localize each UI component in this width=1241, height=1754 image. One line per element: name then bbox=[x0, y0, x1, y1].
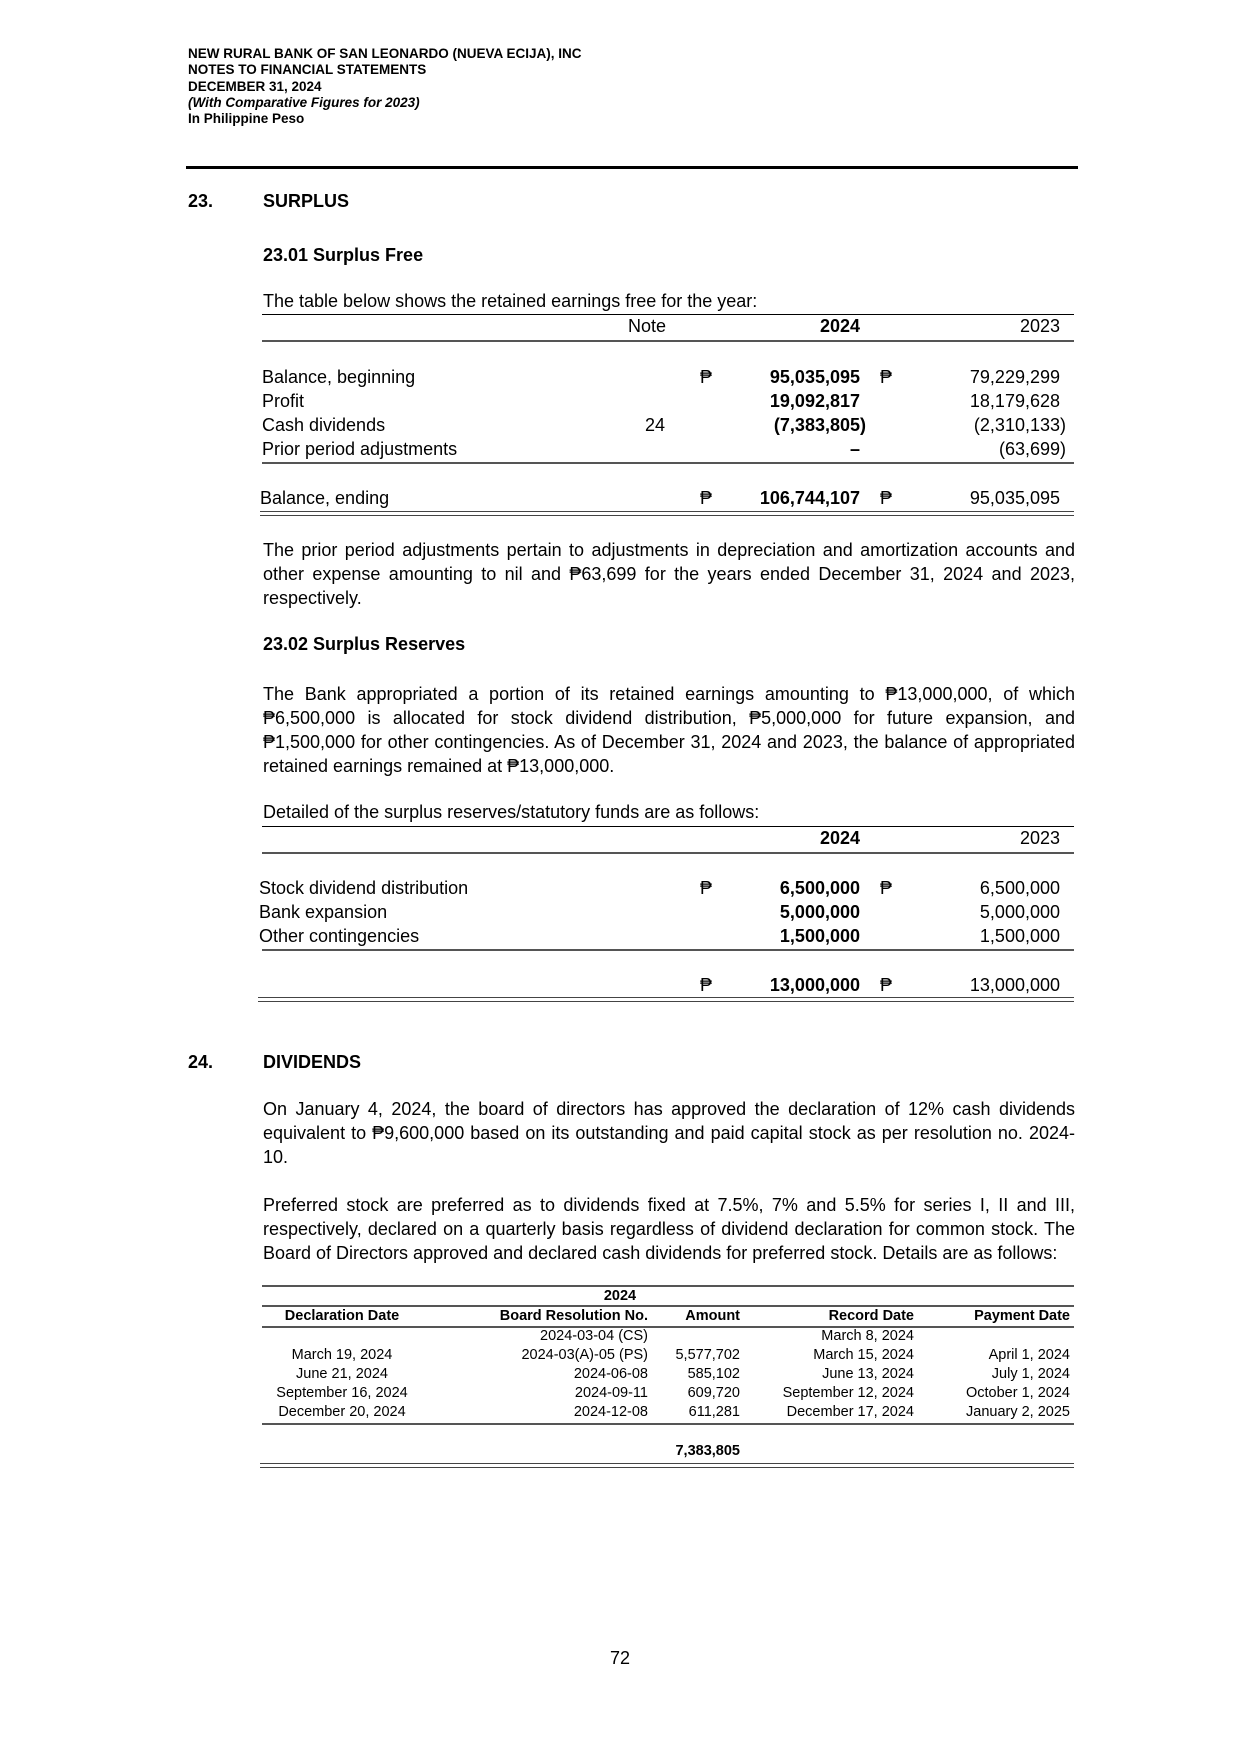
value-2023: (63,699) bbox=[998, 439, 1066, 459]
statement-date: DECEMBER 31, 2024 bbox=[188, 78, 322, 94]
amount: 5,577,702 bbox=[675, 1347, 740, 1363]
page-number: 72 bbox=[609, 1648, 631, 1668]
total-double-rule bbox=[258, 997, 1074, 1002]
peso-symbol: ₱ bbox=[700, 975, 713, 995]
total-label: Balance, ending bbox=[260, 488, 390, 508]
col-header-2024: 2024 bbox=[819, 316, 860, 336]
row-label: Profit bbox=[262, 391, 305, 411]
peso-symbol: ₱ bbox=[880, 367, 893, 387]
rows-bottom-rule bbox=[262, 1423, 1074, 1425]
declaration-date: March 19, 2024 bbox=[291, 1347, 393, 1363]
record-date: September 12, 2024 bbox=[782, 1385, 914, 1401]
col-header-2024: 2024 bbox=[819, 828, 860, 848]
comparative-note: (With Comparative Figures for 2023) bbox=[188, 94, 420, 110]
row-label: Prior period adjustments bbox=[262, 439, 458, 459]
prior-period-note: The prior period adjustments pertain to adjustments in depreciation and amortization accounts and other expense amounting to nil and ₱63,699 for the years ended December 31, 2024 and 2023, respectively. bbox=[263, 540, 1075, 608]
record-date: March 15, 2024 bbox=[813, 1347, 914, 1363]
header-divider bbox=[186, 166, 1078, 169]
company-name: NEW RURAL BANK OF SAN LEONARDO (NUEVA ECIJA), INC bbox=[188, 46, 582, 61]
row-label: Other contingencies bbox=[259, 926, 420, 946]
col-header-note: Note bbox=[628, 316, 667, 336]
value-2023: 79,229,299 bbox=[969, 367, 1060, 387]
peso-symbol: ₱ bbox=[700, 367, 713, 387]
row-label: Stock dividend distribution bbox=[259, 878, 469, 898]
table-top-rule bbox=[262, 826, 1074, 827]
record-date: March 8, 2024 bbox=[821, 1328, 914, 1344]
peso-symbol: ₱ bbox=[880, 488, 893, 508]
header-rule bbox=[262, 340, 1074, 342]
resolution-no: 2024-03-04 (CS) bbox=[540, 1328, 648, 1344]
table-row bbox=[0, 1347, 1241, 1366]
subtotal-rule bbox=[262, 949, 1074, 951]
payment-date: January 2, 2025 bbox=[966, 1404, 1070, 1420]
value-2023: 5,000,000 bbox=[979, 902, 1060, 922]
section-number: 23. bbox=[188, 191, 214, 211]
amount: 609,720 bbox=[687, 1385, 740, 1401]
table-intro: Detailed of the surplus reserves/statutory funds are as follows: bbox=[263, 802, 760, 822]
row-label: Bank expansion bbox=[259, 902, 388, 922]
table-intro: The table below shows the retained earnings free for the year: bbox=[263, 291, 758, 311]
peso-symbol: ₱ bbox=[700, 878, 713, 898]
payment-date: October 1, 2024 bbox=[966, 1385, 1070, 1401]
dividends-total: 7,383,805 bbox=[675, 1443, 740, 1459]
row-label: Balance, beginning bbox=[262, 367, 416, 387]
reserves-paragraph: The Bank appropriated a portion of its retained earnings amounting to ₱13,000,000, of which ₱6,500,000 is allocated for stock dividend distribution, ₱5,000,000 for future expansion, and ₱1,500,000 for other contingencies. As of December 31, 2024 and 2023, the balance of appropriated retained earnings remained at ₱13,000,000. bbox=[263, 684, 1075, 776]
col-header-record-date: Record Date bbox=[828, 1308, 914, 1324]
value-2024: 19,092,817 bbox=[769, 391, 860, 411]
table-year: 2024 bbox=[603, 1288, 637, 1304]
record-date: June 13, 2024 bbox=[822, 1366, 914, 1382]
value-2023: 6,500,000 bbox=[979, 878, 1060, 898]
declaration-date: September 16, 2024 bbox=[276, 1385, 408, 1401]
value-2024: (7,383,805) bbox=[773, 415, 866, 435]
value-2024: 1,500,000 bbox=[779, 926, 860, 946]
payment-date: July 1, 2024 bbox=[991, 1366, 1070, 1382]
total-double-rule bbox=[260, 1463, 1074, 1468]
resolution-no: 2024-03(A)-05 (PS) bbox=[521, 1347, 648, 1363]
total-2024: 13,000,000 bbox=[769, 975, 860, 995]
value-2023: (2,310,133) bbox=[973, 415, 1066, 435]
peso-symbol: ₱ bbox=[880, 878, 893, 898]
declaration-date: December 20, 2024 bbox=[278, 1404, 406, 1420]
document-title: NOTES TO FINANCIAL STATEMENTS bbox=[188, 62, 427, 78]
value-2023: 1,500,000 bbox=[979, 926, 1060, 946]
section-title: SURPLUS bbox=[263, 191, 350, 211]
payment-date: April 1, 2024 bbox=[988, 1347, 1070, 1363]
col-header-amount: Amount bbox=[685, 1308, 740, 1324]
subsection-heading: 23.02 Surplus Reserves bbox=[263, 634, 466, 654]
value-2024: 5,000,000 bbox=[779, 902, 860, 922]
total-double-rule bbox=[260, 511, 1074, 516]
note-ref: 24 bbox=[645, 415, 666, 435]
year-rule bbox=[262, 1305, 1074, 1307]
col-header-2023: 2023 bbox=[1019, 828, 1060, 848]
declaration-date: June 21, 2024 bbox=[296, 1366, 388, 1382]
document-header bbox=[188, 46, 582, 127]
table-top-rule bbox=[262, 314, 1074, 315]
header-rule bbox=[262, 852, 1074, 854]
currency-note: In Philippine Peso bbox=[188, 111, 305, 127]
resolution-no: 2024-06-08 bbox=[573, 1366, 648, 1382]
total-2024: 106,744,107 bbox=[759, 488, 860, 508]
dividends-paragraph-2: Preferred stock are preferred as to dividends fixed at 7.5%, 7% and 5.5% for series I, II and III, respectively, declared on a quarterly basis regardless of dividend declaration for common stock. The Board of Directors approved and declared cash dividends for preferred stock. Details are as follows: bbox=[263, 1195, 1075, 1263]
total-2023: 95,035,095 bbox=[969, 488, 1060, 508]
amount: 611,281 bbox=[688, 1404, 740, 1420]
value-2024: 6,500,000 bbox=[779, 878, 860, 898]
subsection-heading: 23.01 Surplus Free bbox=[263, 245, 424, 265]
col-header-2023: 2023 bbox=[1019, 316, 1060, 336]
table-row bbox=[0, 1366, 1241, 1385]
table-top-rule bbox=[262, 1285, 1074, 1287]
subtotal-rule bbox=[262, 462, 1074, 464]
value-2024: 95,035,095 bbox=[769, 367, 860, 387]
peso-symbol: ₱ bbox=[700, 488, 713, 508]
table-row bbox=[0, 1385, 1241, 1404]
col-header-declaration-date: Declaration Date bbox=[284, 1308, 400, 1324]
row-label: Cash dividends bbox=[262, 415, 386, 435]
value-2024: – bbox=[849, 439, 860, 459]
amount: 585,102 bbox=[687, 1366, 740, 1382]
section-title: DIVIDENDS bbox=[263, 1052, 362, 1072]
resolution-no: 2024-09-11 bbox=[574, 1385, 648, 1401]
value-2023: 18,179,628 bbox=[969, 391, 1060, 411]
record-date: December 17, 2024 bbox=[786, 1404, 914, 1420]
total-2023: 13,000,000 bbox=[969, 975, 1060, 995]
col-header-payment-date: Payment Date bbox=[974, 1308, 1070, 1324]
section-number: 24. bbox=[188, 1052, 214, 1072]
col-header-resolution-no: Board Resolution No. bbox=[499, 1308, 648, 1324]
table-row bbox=[0, 1404, 1241, 1423]
table-row bbox=[0, 1328, 1241, 1347]
dividends-paragraph-1: On January 4, 2024, the board of directors has approved the declaration of 12% cash dividends equivalent to ₱9,600,000 based on its outstanding and paid capital stock as per resolution no. 2024-10. bbox=[263, 1099, 1075, 1167]
peso-symbol: ₱ bbox=[880, 975, 893, 995]
resolution-no: 2024-12-08 bbox=[573, 1404, 648, 1420]
